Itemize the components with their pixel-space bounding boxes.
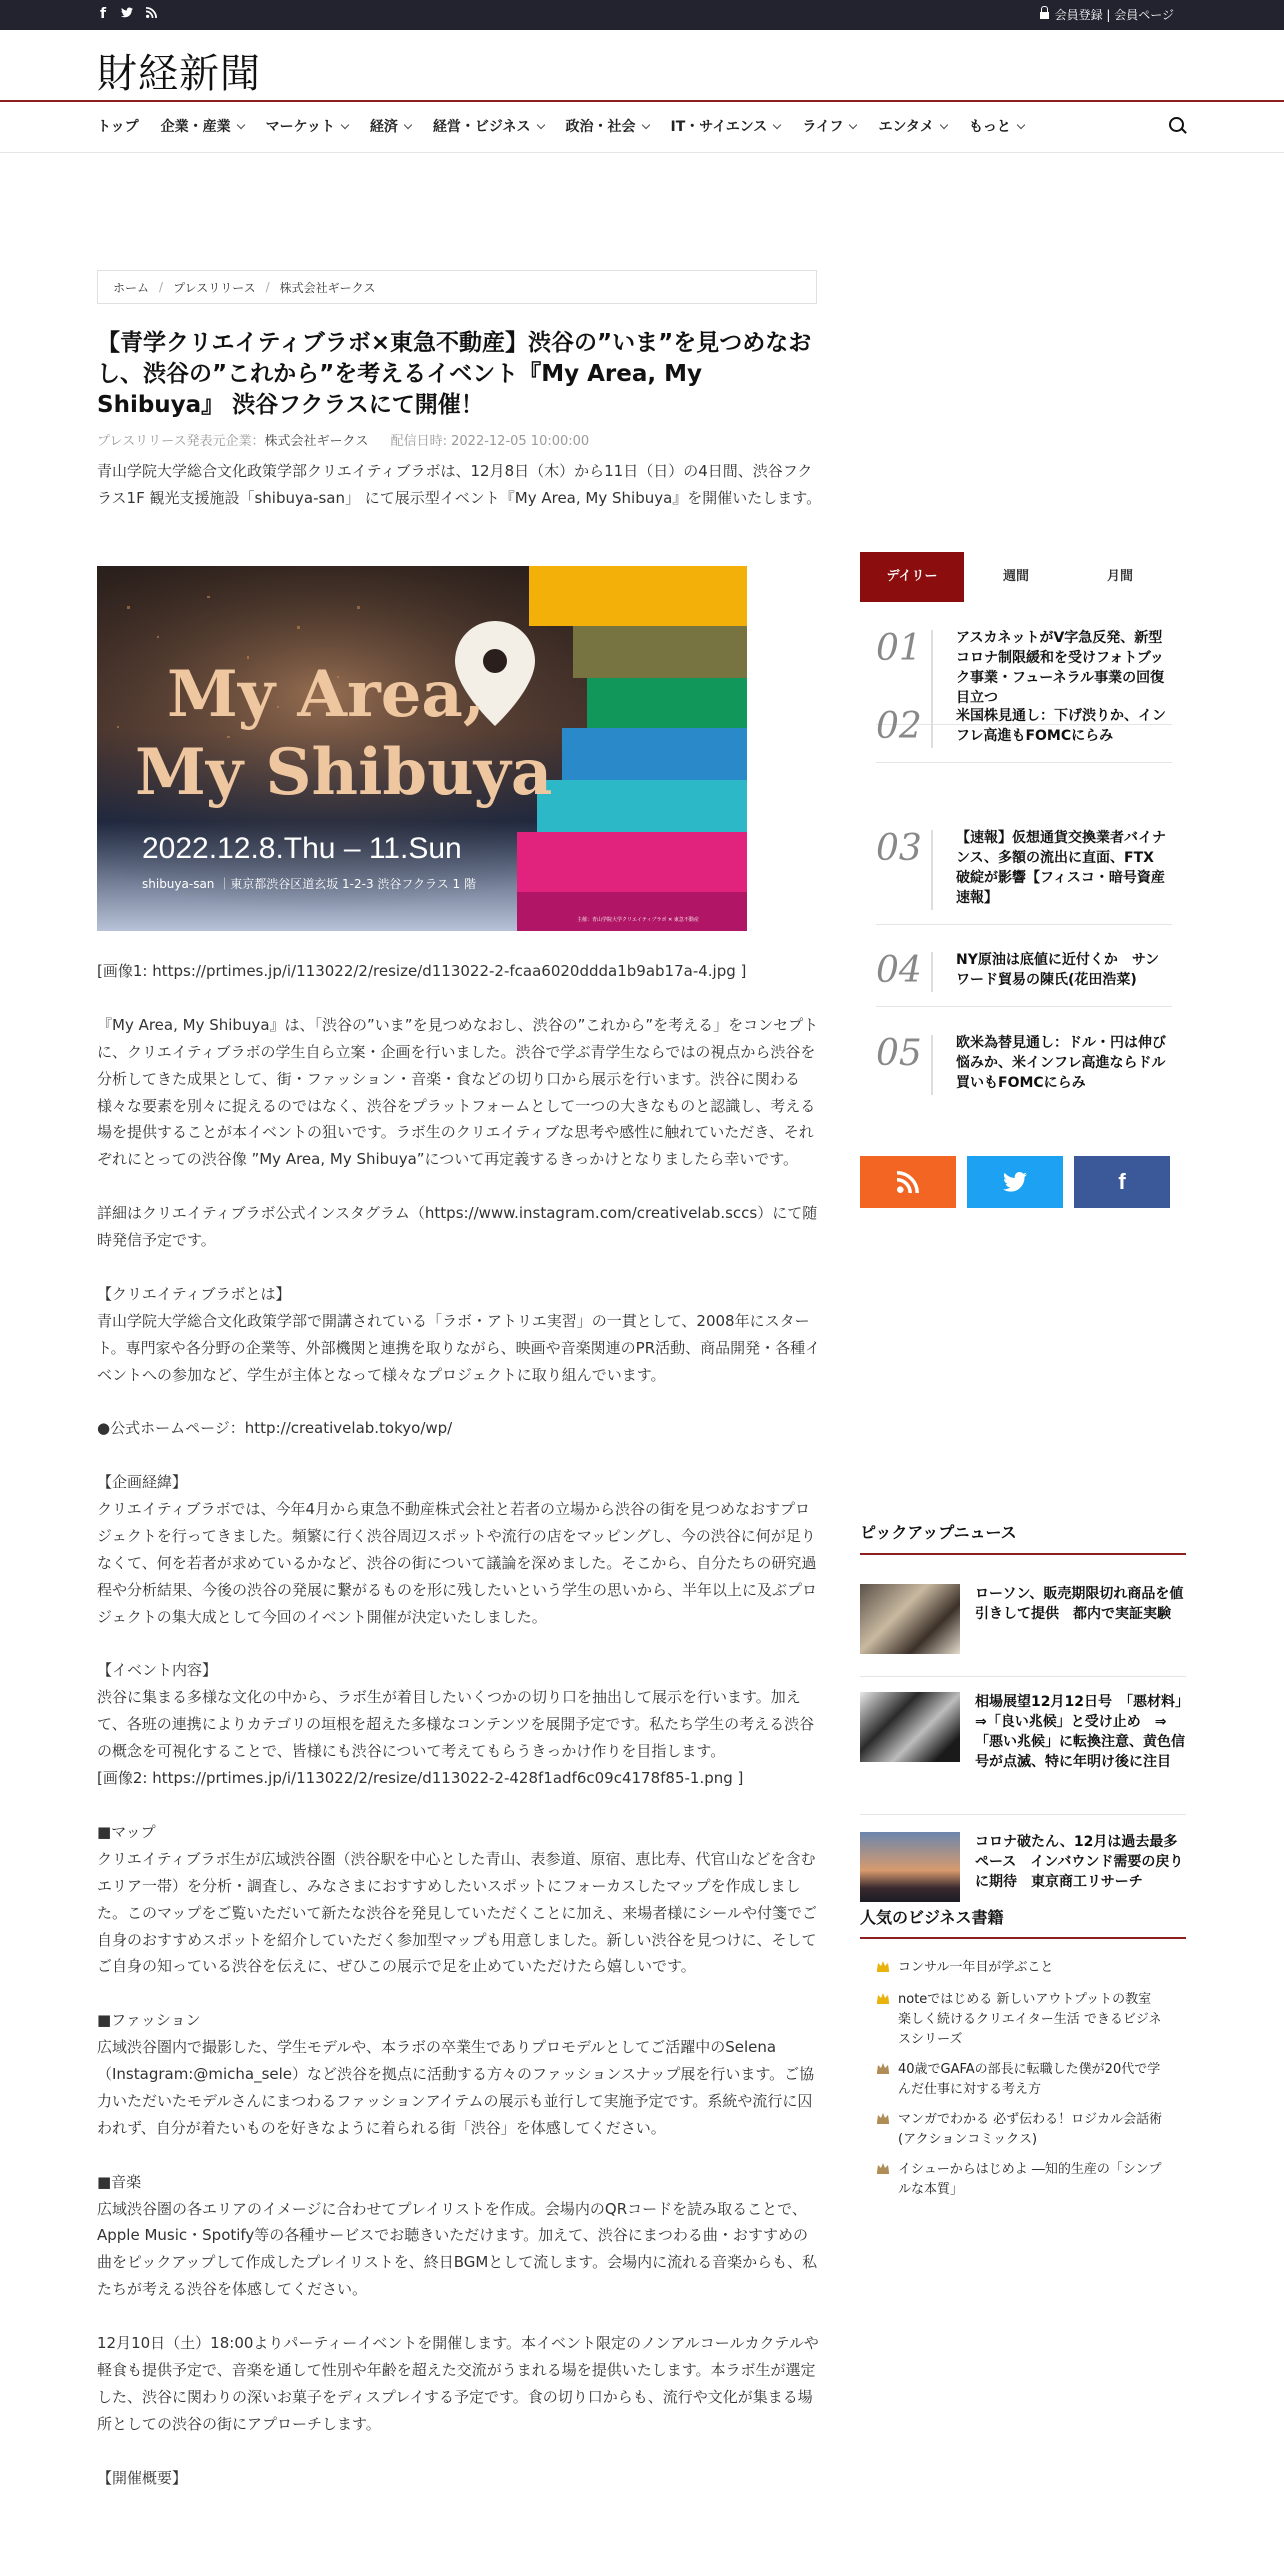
article-paragraph: 渋谷に集まる多様な文化の中から、ラボ生が着目したいくつかの切り口を抽出して展示を行います。加えて、各班の連携によりカテゴリの垣根を超えた多様なコンテンツを展開予定です。私たち学生の考える渋谷の概念を可視化することで、皆様にも渋谷について考えてもらうきっかけ作りを目指します。 bbox=[97, 1688, 815, 1761]
meta-date: 2022-12-05 10:00:00 bbox=[451, 434, 590, 449]
book-title[interactable]: イシューからはじめよ ―知的生産の「シンプルな本質」 bbox=[898, 2162, 1162, 2197]
search-icon[interactable] bbox=[1169, 117, 1184, 132]
ranking-bar bbox=[931, 830, 933, 910]
pickup-headline[interactable]: 相場展望12月12日号 「悪材料」⇒「良い兆候」と受け止め ⇒「悪い兆候」に転換注意、黄色信号が点滅、特に年明け後に注目 bbox=[975, 1694, 1185, 1770]
ranking-number: 05 bbox=[876, 1033, 922, 1074]
stripe-magenta bbox=[517, 832, 747, 892]
tab-weekly[interactable]: 週間 bbox=[1002, 569, 1029, 584]
ranking-divider bbox=[876, 762, 1172, 763]
chevron-down-icon bbox=[773, 121, 781, 129]
paragraph-spacer bbox=[97, 1792, 822, 1819]
tab-daily[interactable]: デイリー bbox=[860, 552, 964, 602]
paragraph-spacer bbox=[97, 1980, 822, 2007]
article-paragraph: 【イベント内容】 bbox=[97, 1661, 218, 1680]
chevron-down-icon bbox=[641, 121, 649, 129]
book-title[interactable]: コンサル一年目が学ぶこと bbox=[898, 1960, 1054, 1975]
nav-item[interactable] bbox=[671, 116, 781, 136]
nav-item-label: トップ bbox=[97, 119, 139, 135]
ranking-number: 03 bbox=[876, 828, 922, 869]
ranking-bar bbox=[931, 708, 933, 748]
nav-item[interactable] bbox=[370, 116, 411, 136]
books-divider bbox=[860, 1937, 1186, 1939]
social-links bbox=[97, 6, 157, 22]
ranking-number: 04 bbox=[876, 950, 922, 991]
stripe-bottom bbox=[517, 892, 747, 931]
meta-source[interactable]: 株式会社ギークス bbox=[264, 434, 369, 449]
paragraph-spacer bbox=[97, 1173, 822, 1200]
paragraph-spacer bbox=[97, 1254, 822, 1281]
stripe-yellow bbox=[529, 566, 747, 626]
chevron-down-icon bbox=[849, 121, 857, 129]
nav-item[interactable] bbox=[566, 116, 649, 136]
facebook-icon: f bbox=[1118, 1169, 1126, 1194]
crown-icon bbox=[876, 1960, 890, 1972]
facebook-icon[interactable]: f bbox=[99, 6, 107, 22]
tab-monthly[interactable]: 月間 bbox=[1106, 569, 1133, 584]
header-divider bbox=[0, 100, 1284, 102]
article-paragraph: ●公式ホームページ：http://creativelab.tokyo/wp/ bbox=[97, 1419, 453, 1438]
rss-icon[interactable] bbox=[145, 6, 157, 22]
paragraph-spacer bbox=[97, 1442, 822, 1469]
ranking-divider bbox=[876, 1006, 1172, 1007]
ranking-number: 01 bbox=[876, 628, 922, 669]
ranking-tabs bbox=[860, 552, 1188, 602]
article-paragraph: 『My Area, My Shibuya』は、「渋谷の”いま”を見つめなおし、渋谷の”これから”を考える」をコンセプトに、クリエイティブラボの学生自ら立案・企画を行いました。渋谷で学ぶ青学生ならではの視点から渋谷を分析してきた成果として、街・ファッション・音楽・食などの切り口から展示を行います。渋谷に関わる様々な要素を別々に捉えるのではなく、渋谷をプラットフォームとして一つの大きなものと認識し、考える場を提供することが本イベントの狙いです。ラボ生のクリエイティブな思考や感性に触れていただき、それぞれにとっての渋谷像 ”My Area, My Shibuya”について再定義するきっかけとなりましたら幸いです。 bbox=[97, 1015, 819, 1169]
ranking-bar bbox=[931, 952, 933, 992]
breadcrumb-press-release[interactable]: プレスリリース bbox=[173, 280, 256, 295]
hero-title-line1: My Area, bbox=[167, 657, 486, 732]
article-paragraph: 12月10日（土）18:00よりパーティーイベントを開催します。本イベント限定のノンアルコールカクテルや軽食も提供予定で、音楽を通して性別や年齢を超えた交流がうまれる場を提供いたします。本ラボ生が選定した、渋谷に関わりの深いお菓子をディスプレイする予定です。食の切り口からも、流行や文化が集まる場所としての渋谷の街にアプローチします。 bbox=[97, 2334, 819, 2433]
nav-item-label: 経営・ビジネス bbox=[432, 119, 531, 135]
chevron-down-icon bbox=[236, 121, 244, 129]
ranking-item[interactable] bbox=[876, 706, 1172, 746]
article-paragraph: 広域渋谷圏内で撮影した、学生モデルや、本ラボの卒業生でありプロモデルとしてご活躍中のSelena（Instagram:@micha_sele）など渋谷を拠点に活動する方々のファッションスナップ展を行います。ご協力いただいたモデルさんにまつわるファッションアイテムの展示も並行して実施予定です。系統や流行に囚われず、自分が着たいものを好きなように着られる街「渋谷」を体感してください。 bbox=[97, 2038, 815, 2137]
ranking-number: 02 bbox=[876, 706, 922, 747]
ranking-bar bbox=[931, 1035, 933, 1095]
chevron-down-icon bbox=[1017, 121, 1025, 129]
nav-item-label: マーケット bbox=[265, 119, 335, 135]
chevron-down-icon bbox=[341, 121, 349, 129]
main-nav bbox=[97, 116, 1046, 136]
paragraph-spacer bbox=[97, 985, 822, 1012]
chevron-down-icon bbox=[536, 121, 544, 129]
nav-item-label: IT・サイエンス bbox=[670, 119, 768, 135]
book-title[interactable]: noteではじめる 新しいアウトプットの教室 楽しく続けるクリエイター生活 できるビジネスシリーズ bbox=[898, 1992, 1162, 2047]
ranking-divider bbox=[876, 924, 1172, 925]
member-links[interactable] bbox=[1040, 6, 1174, 23]
facebook-share-button[interactable] bbox=[1074, 1156, 1170, 1208]
crown-icon bbox=[876, 2162, 890, 2174]
paragraph-spacer bbox=[97, 2142, 822, 2169]
twitter-icon[interactable] bbox=[121, 6, 133, 22]
twitter-share-button[interactable] bbox=[967, 1156, 1063, 1208]
twitter-icon bbox=[967, 1156, 1063, 1212]
crown-icon bbox=[876, 2112, 890, 2124]
nav-item[interactable] bbox=[161, 116, 244, 136]
nav-item[interactable] bbox=[969, 116, 1024, 136]
rss-share-button[interactable] bbox=[860, 1156, 956, 1208]
paragraph-spacer bbox=[97, 2303, 822, 2330]
chevron-down-icon bbox=[940, 121, 948, 129]
article-paragraph: ■ファッション bbox=[97, 2011, 201, 2030]
nav-item[interactable] bbox=[97, 116, 139, 136]
article-meta bbox=[97, 430, 589, 449]
article-paragraph: ■音楽 bbox=[97, 2172, 142, 2191]
stripe-olive bbox=[573, 626, 747, 678]
top-bar bbox=[0, 0, 1284, 30]
paragraph-spacer bbox=[97, 1388, 822, 1415]
books-title: 人気のビジネス書籍 bbox=[860, 1908, 1004, 1927]
article-paragraph: クリエイティブラボでは、今年4月から東急不動産株式会社と若者の立場から渋谷の街を見つめなおすプロジェクトを行ってきました。頻繁に行く渋谷周辺スポットや流行の店をマッピングし、今の渋谷に何が足りなくて、何を若者が求めているかなど、渋谷の街について議論を深めました。そこから、自分たちの研究過程や分析結果、今後の渋谷の発展に繋がるものを形に残したいという学生の思いから、半年以上に及ぶプロジェクトの集大成として今回のイベント開催が決定いたしました。 bbox=[97, 1500, 818, 1626]
nav-item[interactable] bbox=[802, 116, 856, 136]
article-paragraph: 【企画経緯】 bbox=[97, 1473, 188, 1492]
pickup-divider bbox=[860, 1676, 1186, 1677]
nav-item-label: ライフ bbox=[802, 119, 844, 135]
stripe-cyan bbox=[537, 780, 747, 832]
article-paragraph: [画像1: https://prtimes.jp/i/113022/2/resize/d113022-2-fcaa6020ddda1b9ab17a-4.jpg ] bbox=[97, 962, 747, 980]
ranking-item[interactable] bbox=[876, 950, 1172, 990]
crown-icon bbox=[876, 1992, 890, 2004]
meta-date-label: 配信日時: bbox=[390, 434, 452, 449]
site-logo[interactable]: 財経新聞 bbox=[97, 51, 261, 97]
nav-item[interactable] bbox=[878, 116, 946, 136]
ranking-headline[interactable]: NY原油は底値に近付くか サンワード貿易の陳氏(花田浩菜) bbox=[956, 952, 1160, 988]
pickup-thumbnail[interactable] bbox=[860, 1832, 960, 1902]
crown-icon bbox=[876, 2062, 890, 2074]
hero-image bbox=[97, 566, 747, 931]
paragraph-spacer bbox=[97, 1631, 822, 1658]
article-paragraph: [画像2: https://prtimes.jp/i/113022/2/resize/d113022-2-428f1adf6c09c4178f85-1.png ] bbox=[97, 1769, 744, 1788]
pickup-title: ピックアップニュース bbox=[860, 1523, 1017, 1542]
hero-venue: shibuya-san ｜東京都渋谷区道玄坂 1-2-3 渋谷フクラス 1 階 bbox=[142, 877, 476, 891]
hero-dates: 2022.12.8.Thu – 11.Sun bbox=[142, 832, 462, 865]
article-paragraph: クリエイティブラボ生が広域渋谷圏（渋谷駅を中心とした青山、表参道、原宿、恵比寿、代官山などを含むエリア一帯）を分析・調査し、みなさまにおすすめしたいスポットにフォーカスしたマップを作成しました。このマップをご覧いただいて新たな渋谷を発見していただくことに加え、来場者様にシールや付箋でご自身のおすすめスポットを紹介していただく参加型マップも用意しました。新しい渋谷を見つけに、そしてご自身の知っている渋谷を伝えに、ぜひこの展示で足を止めていただけたら嬉しいです。 bbox=[97, 1849, 818, 1976]
nav-item[interactable] bbox=[266, 116, 348, 136]
article-paragraph: 青山学院大学総合文化政策学部で開講されている「ラボ・アトリエ実習」の一貫として、2008年にスタート。専門家や各分野の企業等、外部機関と連携を取りながら、映画や音楽関連のPR活動、商品開発・各種イベントへの参加など、学生が主体となって様々なプロジェクトに取り組んでいます。 bbox=[97, 1311, 821, 1384]
article-title: 【青学クリエイティブラボ×東急不動産】渋谷の”いま”を見つめなおし、渋谷の”これから”を考えるイベント『My Area, My Shibuya』 渋谷フクラスにて開催！ bbox=[97, 330, 812, 418]
breadcrumb-separator: / bbox=[159, 280, 164, 294]
paragraph-spacer bbox=[97, 2438, 822, 2465]
breadcrumb-home[interactable]: ホーム bbox=[113, 280, 150, 295]
nav-item-label: 政治・社会 bbox=[565, 119, 636, 135]
breadcrumb-separator: / bbox=[265, 280, 270, 294]
pickup-headline[interactable]: ローソン、販売期限切れ商品を値引きして提供 都内で実証実験 bbox=[975, 1586, 1184, 1622]
article-paragraph: ■マップ bbox=[97, 1822, 156, 1841]
article-lead: 青山学院大学総合文化政策学部クリエイティブラボは、12月8日（木）から11日（日）の4日間、渋谷フクラス1F 観光支援施設「shibuya-san」 にて展示型イベント『My Area, My Shibuya』を開催いたします。 bbox=[97, 462, 822, 507]
pickup-divider bbox=[860, 1553, 1186, 1555]
book-title[interactable]: 40歳でGAFAの部長に転職した僕が20代で学んだ仕事に対する考え方 bbox=[898, 2062, 1161, 2097]
nav-item-label: 企業・産業 bbox=[160, 119, 231, 135]
nav-item[interactable] bbox=[433, 116, 544, 136]
nav-item-label: もっと bbox=[968, 119, 1011, 135]
lock-icon bbox=[1040, 12, 1049, 19]
hero-title-line2: My Shibuya bbox=[135, 735, 553, 810]
ranking-bar bbox=[931, 630, 933, 710]
nav-item-label: 経済 bbox=[369, 119, 398, 135]
stripe-green bbox=[587, 678, 747, 728]
breadcrumb-company: 株式会社ギークス bbox=[279, 280, 376, 295]
article-paragraph: 【開催概要】 bbox=[97, 2468, 188, 2487]
ranking-item[interactable] bbox=[876, 1033, 1172, 1093]
article-paragraph: 広域渋谷圏の各エリアのイメージに合わせてプレイリストを作成。会場内のQRコードを読み取ることで、Apple Music・Spotify等の各種サービスでお聴きいただけます。加えて、渋谷にまつわる曲・おすすめの曲をピックアップして作成したプレイリストを、終日BGMとして流します。会場内に流れる音楽からも、私たちが考える渋谷を体感してください。 bbox=[97, 2199, 818, 2299]
nav-divider bbox=[0, 152, 1284, 153]
chevron-down-icon bbox=[404, 121, 412, 129]
ranking-headline[interactable]: アスカネットがV字急反発、新型コロナ制限緩和を受けフォトブック事業・フューネラル事業の回復目立つ bbox=[956, 630, 1165, 706]
pickup-thumbnail[interactable] bbox=[860, 1584, 960, 1654]
pickup-divider bbox=[860, 1814, 1186, 1815]
article-paragraph: 詳細はクリエイティブラボ公式インスタグラム（https://www.instagram.com/creativelab.sccs）にて随時発信予定です。 bbox=[97, 1204, 818, 1250]
pickup-headline[interactable]: コロナ破たん、12月は過去最多ペース インバウンド需要の戻りに期待 東京商工リサーチ bbox=[975, 1834, 1184, 1890]
hero-credit: 主催：青山学院大学クリエイティブラボ ✕ 東急不動産 bbox=[577, 917, 699, 923]
nav-item-label: エンタメ bbox=[878, 119, 934, 135]
ranking-headline[interactable]: 【速報】仮想通貨交換業者バイナンス、多額の流出に直面、FTX破綻が影響【フィスコ・暗号資産速報】 bbox=[956, 830, 1166, 906]
member-links-text[interactable]: 会員登録 | 会員ページ bbox=[1054, 8, 1174, 22]
rss-icon bbox=[860, 1156, 956, 1213]
article-body bbox=[97, 958, 822, 2491]
stripe-blue bbox=[562, 728, 747, 780]
ranking-item[interactable] bbox=[876, 828, 1172, 908]
meta-source-label: プレスリリース発表元企業： bbox=[97, 434, 265, 449]
ranking-headline[interactable]: 欧米為替見通し：ドル・円は伸び悩みか、米インフレ高進ならドル買いもFOMCにらみ bbox=[956, 1035, 1166, 1091]
breadcrumb bbox=[97, 270, 817, 304]
ranking-item[interactable] bbox=[876, 628, 1172, 708]
book-title[interactable]: マンガでわかる 必ず伝わる！ロジカル会話術 (アクションコミックス) bbox=[898, 2112, 1163, 2147]
pickup-thumbnail[interactable] bbox=[860, 1692, 960, 1762]
ranking-headline[interactable]: 米国株見通し：下げ渋りか、インフレ高進もFOMCにらみ bbox=[956, 708, 1166, 744]
article-paragraph: 【クリエイティブラボとは】 bbox=[97, 1284, 291, 1303]
